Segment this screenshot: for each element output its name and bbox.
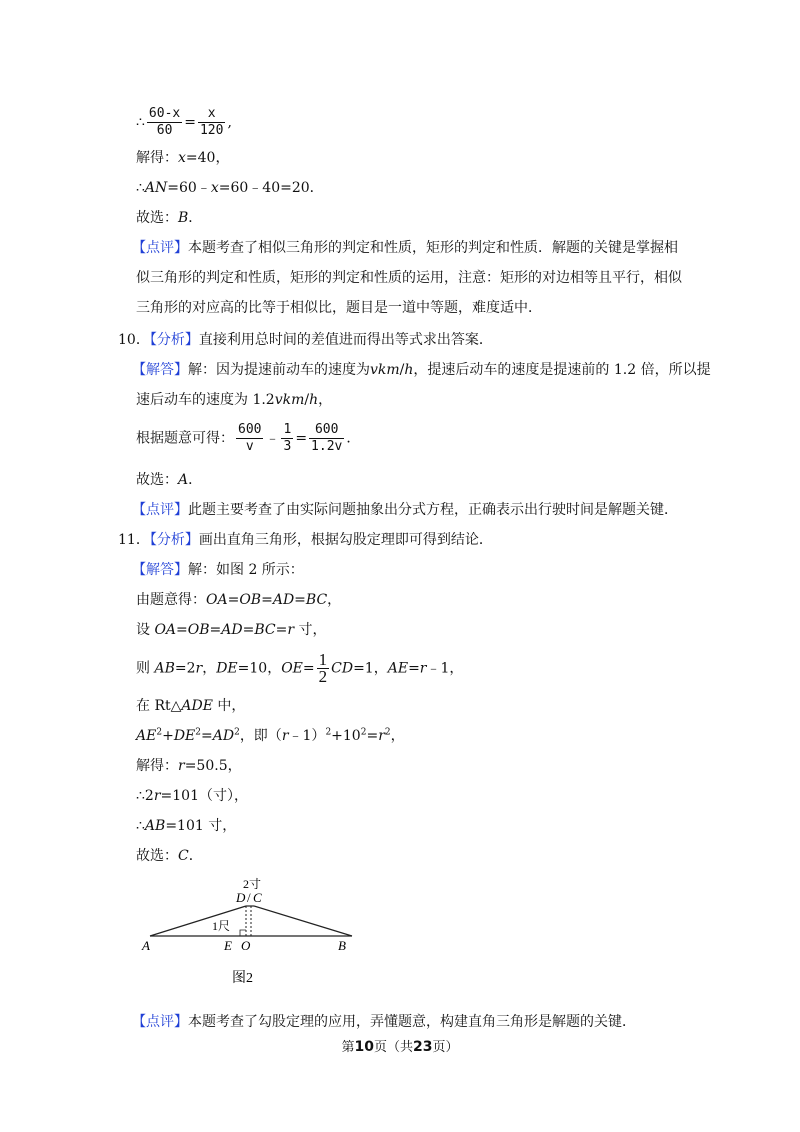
- solution-line: ∴2r=101（寸），: [136, 788, 248, 804]
- equation-line: 根据题意可得： $\frac{600}{v}$ ﹣ $\frac{1}{3}$ = $\frac{600}{1.2v}$ ．: [136, 422, 361, 454]
- comment-tag: 【点评】: [132, 1014, 188, 1030]
- solution-line: 在 Rt△ADE 中，: [136, 698, 246, 714]
- figure-caption: 图2: [232, 971, 253, 986]
- geometry-figure: [130, 872, 370, 992]
- page-number: 10: [354, 1039, 374, 1055]
- solution-line: 设 OA=OB=AD=BC=r 寸，: [136, 622, 327, 638]
- label-2cun: 2寸: [243, 877, 262, 891]
- therefore-sign: ∴: [136, 114, 145, 131]
- fraction: $\frac{600}{v}$: [238, 422, 262, 454]
- page-footer: 第10页（共23页）: [341, 1039, 459, 1055]
- label-d: D: [236, 890, 246, 905]
- analysis-tag: 【分析】: [149, 332, 199, 348]
- label-b: B: [338, 938, 346, 953]
- solution-line: ∴AN=60﹣x=60﹣40=20．: [136, 180, 324, 196]
- answer-line: 故选：C．: [136, 848, 203, 864]
- label-o: O: [241, 938, 251, 953]
- fraction: $\frac{x}{120}$: [199, 106, 224, 138]
- segment-ad: [150, 906, 246, 936]
- fraction: $\frac{1}{3}$: [283, 422, 292, 454]
- label-1chi: 1尺: [212, 919, 231, 933]
- comment-tag: 【点评】: [132, 502, 188, 518]
- analysis-line: 11．【分析】画出直角三角形，根据勾股定理即可得到结论．: [118, 532, 493, 548]
- right-angle-mark: [240, 930, 246, 936]
- segment-bc: [254, 906, 352, 936]
- question-number: 11．: [118, 532, 150, 548]
- page-total: 23: [413, 1039, 433, 1055]
- comment-line: 【点评】此题主要考查了由实际问题抽象出分式方程，正确表示出行驶时间是解题关键．: [132, 502, 678, 518]
- answer-tag: 【解答】: [132, 562, 188, 578]
- label-c: C: [253, 890, 262, 905]
- equation-line: ∴ $\frac{60-x}{60}$ = $\frac{x}{120}$ ,: [136, 106, 232, 138]
- question-number: 10．: [118, 332, 150, 348]
- comment-line: 【点评】本题考查了相似三角形的判定和性质，矩形的判定和性质．解题的关键是掌握相: [132, 240, 678, 256]
- fraction: $\frac{60-x}{60}$: [148, 106, 181, 138]
- answer-line: 故选：A．: [136, 472, 203, 488]
- label-e: E: [224, 938, 232, 953]
- comment-tag: 【点评】: [132, 240, 188, 256]
- solution-line: ∴AB=101 寸，: [136, 818, 237, 834]
- comment-line: 【点评】本题考查了勾股定理的应用，弄懂题意，构建直角三角形是解题的关键．: [132, 1014, 636, 1030]
- comment-line: 三角形的对应高的比等于相似比，题目是一道中等题，难度适中．: [136, 300, 542, 316]
- solution-line: 由题意得：OA=OB=AD=BC，: [136, 592, 342, 608]
- answer-line: 【解答】解：因为提速前动车的速度为vkm/h，提速后动车的速度是提速前的 1.2 倍，所以提: [132, 362, 711, 378]
- fraction: $\frac{1}{2}$: [318, 650, 328, 686]
- label-slash: /: [247, 890, 251, 905]
- answer-line: 【解答】解：如图 2 所示：: [132, 562, 304, 578]
- label-a: A: [142, 938, 150, 953]
- equation-line: $AE^2+DE^2=AD^2$，即$(r﹣1)^2+10^2=r^2$，: [136, 727, 405, 744]
- analysis-tag: 【分析】: [149, 532, 199, 548]
- answer-line: 故选：B．: [136, 210, 203, 226]
- solution-line: 解得：r=50.5，: [136, 758, 242, 774]
- comment-line: 似三角形的判定和性质，矩形的判定和性质的运用，注意：矩形的对边相等且平行，相似: [136, 270, 682, 286]
- answer-line: 速后动车的速度为 1.2vkm/h，: [136, 392, 333, 408]
- fraction: $\frac{600}{1.2v}$: [311, 422, 343, 454]
- solution-line: 解得：x=40，: [136, 150, 230, 166]
- analysis-line: 10．【分析】直接利用总时间的差值进而得出等式求出答案．: [118, 332, 493, 348]
- answer-tag: 【解答】: [132, 362, 188, 378]
- solution-line: 则 AB=2r，DE=10，OE= $\frac{1}{2}$ CD=1，AE=r﹣1，: [136, 650, 464, 686]
